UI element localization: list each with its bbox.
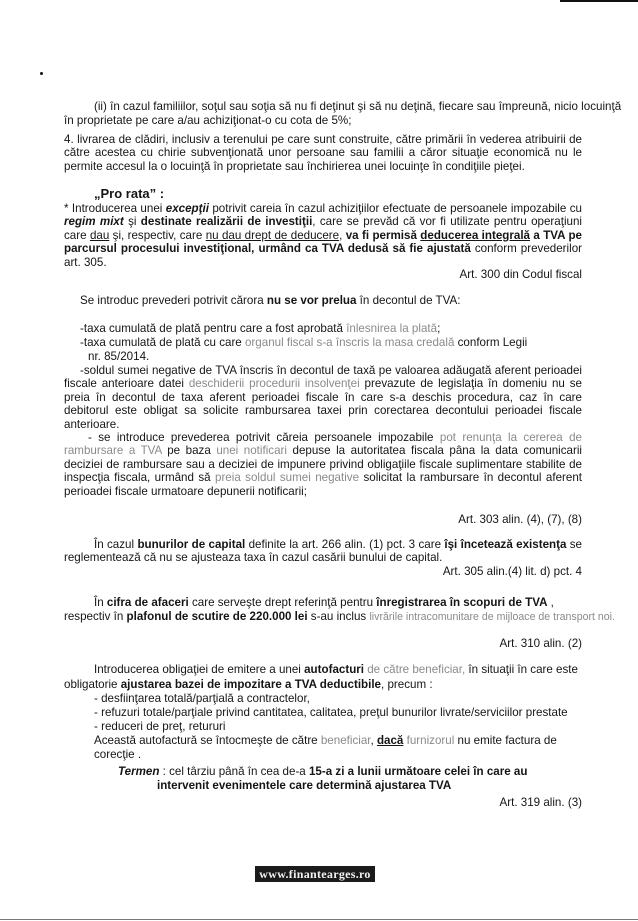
scan-edge-mark-bottom [0, 919, 638, 920]
afaceri-line-2: respectiv în plafonul de scutire de 220.000 lei s-au inclus livrările intracomunitare de mijloace de transport noi. [64, 610, 615, 623]
capital-article-ref: Art. 305 alin.(4) lit. d) pct. 4 [442, 565, 582, 578]
autofactura-term-line-2: intervenit evenimentele care determină ajustarea TVA [157, 779, 452, 792]
pro-rata-paragraph: * Introducerea unei excepţii potrivit careia în cazul achiziţiilor efectuate de persoanele impozabile cu regim mixt şi destinate realizării de investiţii, care se prevăd că vor fi utilizate pentru operaţiuni care dau şi, respectiv, care nu dau drept de deducere, va fi permisă deducerea integrală a TVA pe parcursul procesului investiţional, urmând ca TVA dedusă să fie ajustată conform prevederilor art. 305. [64, 202, 583, 269]
capital-paragraph: În cazul bunurilor de capital definite la art. 266 alin. (1) pct. 3 care îşi încetează existenţa se reglementează că nu se ajusteaza taxa în cazul casării bunului de capital. [64, 538, 582, 565]
afaceri-article-ref: Art. 310 alin. (2) [499, 637, 582, 650]
decont-item-1: -taxa cumulată de plată pentru care a fost aprobată înlesnirea la plată; [80, 322, 441, 335]
autofactura-list-item-3: - reduceri de preţ, retururi [94, 720, 226, 733]
decont-article-ref: Art. 303 alin. (4), (7), (8) [458, 513, 582, 526]
decont-item-4: - se introduce prevederea potrivit căreia persoanele impozabile pot renunţa la cererea de rambursare a TVA pe baza unei notificari depuse la autoritatea fiscala pâna la data comunicarii deciziei de rambursare sau a deciziei de impunere privind obligaţiile fiscale suplimentare stabilite de inspecţia fiscala, urmând să preia soldul sumei negative solicitat la rambursare în decontul aferent perioadei fiscale urmatoare depunerii notificarii; [64, 431, 583, 498]
paragraph-4: 4. livrarea de clădiri, inclusiv a terenului pe care sunt construite, către primării în vederea atribuirii de către acestea cu chirie subvenţionată unor persoane sau familii a căror situaţie economică nu le permite accesul la o locuinţă în proprietate sau închirierea unei locuinţe în condiţiile pieţei. [64, 133, 582, 173]
decont-item-2-law: nr. 85/2014. [88, 350, 150, 363]
section-title-pro-rata: „Pro rata” : [94, 186, 165, 201]
decont-intro: Se introduc prevederi potrivit cărora nu se vor prelua în decontul de TVA: [80, 294, 461, 307]
autofactura-article-ref: Art. 319 alin. (3) [499, 796, 582, 809]
autofactura-correction: corecţie . [94, 748, 142, 761]
autofactura-line-1: Introducerea obligaţiei de emitere a unei autofacturi de către beneficiar, în situaţii în care este [94, 663, 578, 676]
scan-edge-mark-top [560, 0, 638, 2]
decont-item-3: -soldul sumei negative de TVA înscris în decontul de taxă pe valoarea adăugată aferent perioadei fiscale anterioare datei deschiderii procedurii insolvenţei prevazute de legislaţia în domeniu nu se preia în decontul de taxa aferent perioadei fiscale în care s-a deschis procedura, caz în care debitorul este obligat sa solicite rambursarea taxei prin corectarea decontului perioadei fiscale anterioare. [64, 364, 582, 431]
decont-item-2: -taxa cumulată de plată cu care organul fiscal s-a înscris la masa credală conform Legii [80, 336, 528, 349]
scan-edge-mark-left [40, 72, 43, 75]
autofactura-term-line-1: Termen : cel târziu până în cea de-a 15-a zi a lunii următoare celei în care au [118, 765, 528, 778]
afaceri-line-1: În cifra de afaceri care serveşte drept referinţă pentru înregistrarea în scopuri de TVA , [94, 596, 554, 609]
pro-rata-article-ref: Art. 300 din Codul fiscal [459, 268, 582, 281]
autofactura-line-2: obligatorie ajustarea bazei de impozitare a TVA deductibile, precum : [64, 678, 433, 691]
autofactura-list-item-1: - desfiinţarea totală/parţială a contractelor, [94, 692, 310, 705]
footer-website-logo: www.finantearges.ro [255, 866, 375, 882]
autofactura-issuer-line: Această autofactură se întocmeşte de către beneficiar, dacă furnizorul nu emite factura de [94, 734, 557, 747]
autofactura-list-item-2: - refuzuri totale/parţiale privind cantitatea, calitatea, preţul bunurilor livrate/serviciilor prestate [94, 706, 568, 719]
intro-line-1: (ii) în cazul familiilor, soţul sau soţia să nu fi deţinut şi să nu deţină, fiecare sau împreună, nicio locuinţă [94, 100, 622, 113]
intro-line-2: în proprietate pe care a/au achiziţionat-o cu cota de 5%; [64, 114, 352, 127]
